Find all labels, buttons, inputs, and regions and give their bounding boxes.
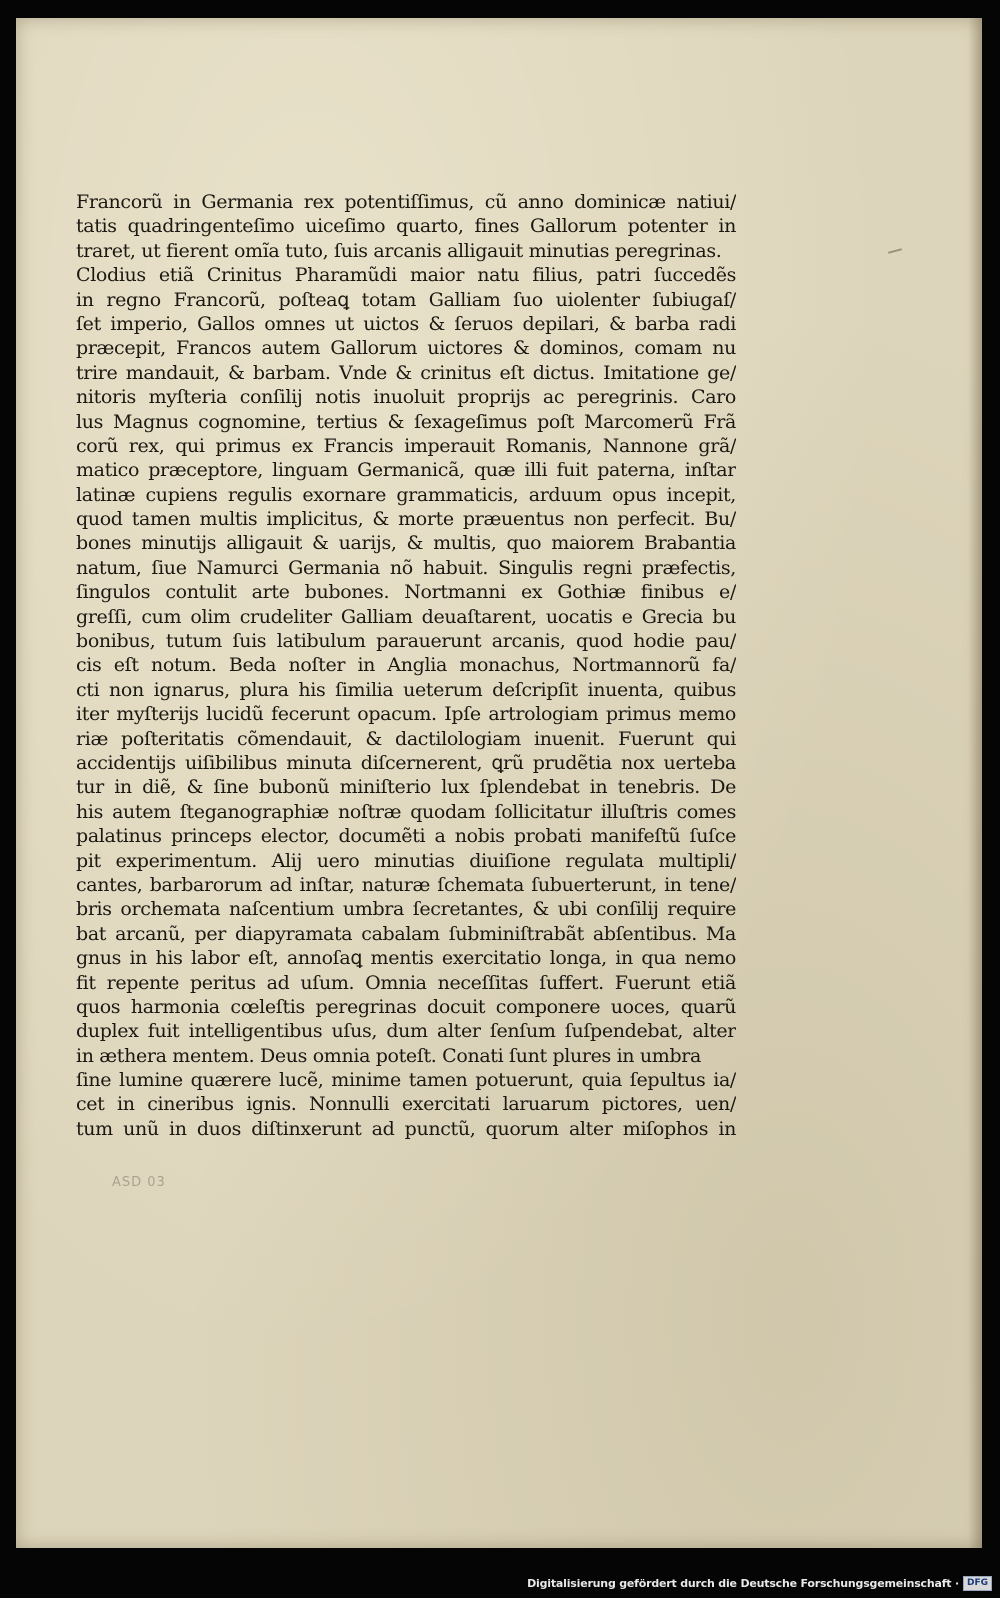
text-line: matico præceptore, linguam Germanicã, quæ illi fuit paterna, inſtar <box>76 459 736 482</box>
text-line: duplex fuit intelligentibus uſus, dum alter ſenſum ſuſpendebat, alter <box>76 1020 736 1043</box>
body-text <box>76 190 736 1141</box>
digitization-attribution <box>527 1574 992 1592</box>
text-line: nitoris myſteria conſilij notis inuoluit proprijs ac peregrinis. Caro <box>76 386 736 409</box>
text-line: quod tamen multis implicitus, & morte præuentus non perfecit. Bu/ <box>76 508 736 531</box>
text-line: cis eſt notum. Beda noſter in Anglia monachus, Nortmannorũ fa/ <box>76 654 736 677</box>
dfg-logo-icon: DFG <box>963 1576 992 1591</box>
text-line: ſet imperio, Gallos omnes ut uictos & ſeruos depilari, & barba radi <box>76 312 736 335</box>
text-line: tatis quadringenteſimo uiceſimo quarto, fines Gallorum potenter in <box>76 215 736 238</box>
text-line: iter myſterijs lucidũ fecerunt opacum. Ipſe artrologiam primus memo <box>76 703 736 726</box>
margin-pencil-mark <box>888 248 902 254</box>
text-line: quos harmonia cœleſtis peregrinas docuit componere uoces, quarũ <box>76 995 736 1018</box>
text-line: Clodius etiã Crinitus Pharamũdi maior natu filius, patri ſuccedẽs <box>76 264 736 287</box>
text-line: accidentijs uiſibilibus minuta diſcernerent, ꝗrũ prudẽtia nox uerteba <box>76 751 736 774</box>
text-line: pit experimentum. Alij uero minutias diuiſione regulata multipli/ <box>76 849 736 872</box>
page-edge-shadow <box>968 18 982 1548</box>
text-line: cantes, barbarorum ad inſtar, naturæ ſchemata ſubuerterunt, in tene/ <box>76 873 736 896</box>
text-line: cti non ignarus, plura his ſimilia ueterum deſcripſit inuenta, quibus <box>76 678 736 701</box>
text-line: latinæ cupiens regulis exornare grammaticis, arduum opus incepit, <box>76 483 736 506</box>
text-line: natum, ſiue Namurci Germania nõ habuit. Singulis regni præfectis, <box>76 556 736 579</box>
text-line: bones minutijs alligauit & uarijs, & multis, quo maiorem Brabantia <box>76 532 736 555</box>
text-line: ſingulos contulit arte bubones. Nortmanni ex Gothiæ finibus e/ <box>76 581 736 604</box>
text-line: bonibus, tutum ſuis latibulum parauerunt arcanis, quod hodie pau/ <box>76 630 736 653</box>
signature-mark: ASD 03 <box>112 1175 166 1190</box>
text-line: fit repente peritus ad uſum. Omnia neceſſitas ſuffert. Fuerunt etiã <box>76 971 736 994</box>
text-line: in æthera mentem. Deus omnia poteſt. Conati ſunt plures in umbra <box>76 1044 701 1067</box>
text-line: præcepit, Francos autem Gallorum uictores & dominos, comam nu <box>76 337 736 360</box>
text-line: gnus in his labor eſt, annoſaꝗ mentis exercitatio longa, in qua nemo <box>76 947 736 970</box>
text-line: corũ rex, qui primus ex Francis imperauit Romanis, Nannone grã/ <box>76 434 736 457</box>
text-line: traret, ut fierent omĩa tuto, ſuis arcanis alligauit minutias peregrinas. <box>76 239 722 262</box>
text-line: palatinus princeps elector, documẽti a nobis probati manifeſtũ ſuſce <box>76 825 736 848</box>
text-line: tum unũ in duos diſtinxerunt ad punctũ, quorum alter miſophos in <box>76 1117 736 1140</box>
text-line: Francorũ in Germania rex potentiſſimus, cũ anno dominicæ natiui/ <box>76 191 736 213</box>
text-line: tur in diẽ, & ſine bubonũ miniſterio lux ſplendebat in tenebris. De <box>76 776 736 799</box>
text-line: ſine lumine quærere lucẽ, minime tamen potuerunt, quia ſepultus ia/ <box>76 1069 736 1092</box>
text-line: his autem ſteganographiæ noſtræ quodam ſollicitatur illuſtris comes <box>76 800 736 823</box>
text-line: in regno Francorũ, poſteaꝗ totam Galliam ſuo uiolenter ſubiugaſ/ <box>76 288 736 311</box>
text-line: trire mandauit, & barbam. Vnde & crinitus eſt dictus. Imitatione ge/ <box>76 361 736 384</box>
text-line: bris orchemata naſcentium umbra ſecretantes, & ubi conſilij require <box>76 898 736 921</box>
attribution-text: Digitalisierung gefördert durch die Deutsche Forschungsgemeinschaft · <box>527 1576 959 1590</box>
book-page <box>16 18 982 1548</box>
text-line: greſſi, cum olim crudeliter Galliam deuaſtarent, uocatis e Grecia bu <box>76 605 736 628</box>
text-line: lus Magnus cognomine, tertius & ſexageſimus poſt Marcomerũ Frã <box>76 410 736 433</box>
text-line: bat arcanũ, per diapyramata cabalam ſubminiſtrabãt abſentibus. Ma <box>76 922 736 945</box>
text-line: cet in cineribus ignis. Nonnulli exercitati laruarum pictores, uen/ <box>76 1093 736 1116</box>
text-line: riæ poſteritatis cõmendauit, & dactilologiam inuenit. Fuerunt qui <box>76 727 736 750</box>
